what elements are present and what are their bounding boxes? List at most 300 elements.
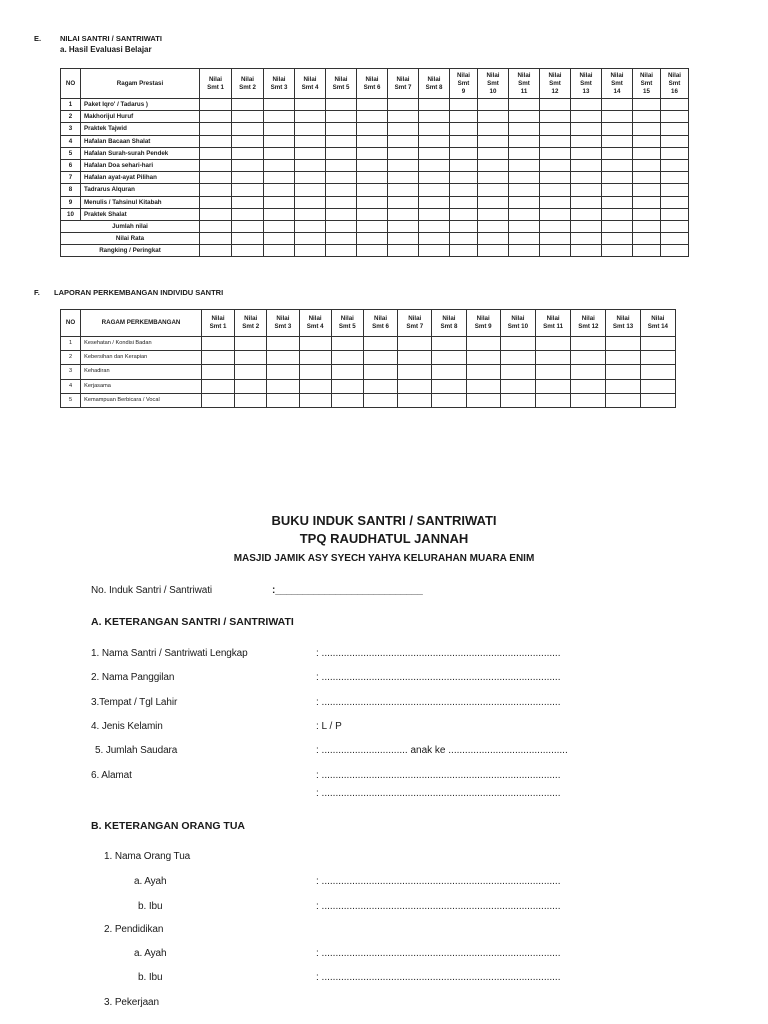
score-cell[interactable]: [450, 147, 478, 159]
score-cell[interactable]: [571, 379, 606, 393]
score-cell[interactable]: [331, 351, 363, 365]
field-value[interactable]: : ......................................................................................: [316, 697, 561, 708]
score-cell[interactable]: [264, 184, 295, 196]
score-cell[interactable]: [419, 245, 450, 257]
score-cell[interactable]: [264, 111, 295, 123]
nama-ayah-field[interactable]: : ......................................................................................: [316, 876, 561, 887]
score-cell[interactable]: [540, 196, 571, 208]
score-cell[interactable]: [200, 99, 232, 111]
score-cell[interactable]: [661, 147, 689, 159]
score-cell[interactable]: [466, 379, 500, 393]
score-cell[interactable]: [633, 220, 661, 232]
score-cell[interactable]: [602, 245, 633, 257]
score-cell[interactable]: [633, 184, 661, 196]
score-cell[interactable]: [295, 111, 326, 123]
score-cell[interactable]: [478, 184, 509, 196]
score-cell[interactable]: [398, 351, 432, 365]
score-cell[interactable]: [540, 172, 571, 184]
field-value[interactable]: : ......................................................................................: [316, 770, 561, 781]
score-cell[interactable]: [232, 184, 264, 196]
score-cell[interactable]: [450, 220, 478, 232]
score-cell[interactable]: [326, 99, 357, 111]
score-cell[interactable]: [363, 365, 397, 379]
score-cell[interactable]: [450, 123, 478, 135]
score-cell[interactable]: [200, 123, 232, 135]
score-cell[interactable]: [295, 99, 326, 111]
score-cell[interactable]: [640, 379, 675, 393]
score-cell[interactable]: [232, 111, 264, 123]
score-cell[interactable]: [536, 393, 571, 407]
score-cell[interactable]: [419, 208, 450, 220]
score-cell[interactable]: [478, 196, 509, 208]
score-cell[interactable]: [201, 365, 234, 379]
score-cell[interactable]: [478, 147, 509, 159]
score-cell[interactable]: [571, 393, 606, 407]
score-cell[interactable]: [661, 233, 689, 245]
score-cell[interactable]: [606, 351, 640, 365]
score-cell[interactable]: [536, 379, 571, 393]
score-cell[interactable]: [388, 147, 419, 159]
score-cell[interactable]: [232, 233, 264, 245]
col-semester-5: [326, 69, 357, 99]
score-cell[interactable]: [571, 233, 602, 245]
score-cell[interactable]: [264, 245, 295, 257]
score-cell[interactable]: [200, 220, 232, 232]
score-cell[interactable]: [478, 208, 509, 220]
score-cell[interactable]: [633, 111, 661, 123]
score-cell[interactable]: [640, 351, 675, 365]
score-cell[interactable]: [398, 393, 432, 407]
score-cell[interactable]: [232, 147, 264, 159]
score-cell[interactable]: [571, 111, 602, 123]
score-cell[interactable]: [388, 196, 419, 208]
score-cell[interactable]: [602, 123, 633, 135]
score-cell[interactable]: [419, 196, 450, 208]
score-cell[interactable]: [326, 159, 357, 171]
score-cell[interactable]: [571, 99, 602, 111]
score-cell[interactable]: [419, 135, 450, 147]
score-cell[interactable]: [509, 135, 540, 147]
score-cell[interactable]: [450, 196, 478, 208]
score-cell[interactable]: [571, 220, 602, 232]
score-cell[interactable]: [509, 208, 540, 220]
score-cell[interactable]: [540, 135, 571, 147]
score-cell[interactable]: [602, 135, 633, 147]
score-cell[interactable]: [295, 135, 326, 147]
alamat-line-2[interactable]: : ......................................................................................: [316, 788, 561, 799]
score-cell[interactable]: [264, 147, 295, 159]
pendidikan-ibu-field[interactable]: : ......................................................................................: [316, 972, 561, 983]
nama-ibu-field[interactable]: : ......................................................................................: [316, 901, 561, 912]
score-cell[interactable]: [264, 123, 295, 135]
score-cell[interactable]: [326, 245, 357, 257]
score-cell[interactable]: [264, 135, 295, 147]
score-cell[interactable]: [633, 135, 661, 147]
score-cell[interactable]: [326, 196, 357, 208]
score-cell[interactable]: [200, 111, 232, 123]
score-cell[interactable]: [432, 351, 466, 365]
col-semester-line: Smt 5: [332, 83, 350, 91]
score-cell[interactable]: [500, 337, 535, 351]
score-cell[interactable]: [602, 208, 633, 220]
score-cell[interactable]: [571, 196, 602, 208]
score-cell[interactable]: [450, 172, 478, 184]
score-cell[interactable]: [571, 208, 602, 220]
school-location: MASJID JAMIK ASY SYECH YAHYA KELURAHAN MUARA ENIM: [233, 553, 535, 564]
score-cell[interactable]: [571, 337, 606, 351]
score-cell[interactable]: [326, 135, 357, 147]
score-cell[interactable]: [606, 337, 640, 351]
score-cell[interactable]: [232, 220, 264, 232]
score-cell[interactable]: [388, 184, 419, 196]
score-cell[interactable]: [500, 365, 535, 379]
score-cell[interactable]: [363, 337, 397, 351]
score-cell[interactable]: [661, 135, 689, 147]
score-cell[interactable]: [388, 245, 419, 257]
score-cell[interactable]: [478, 135, 509, 147]
score-cell[interactable]: [571, 159, 602, 171]
score-cell[interactable]: [200, 184, 232, 196]
score-cell[interactable]: [450, 135, 478, 147]
score-cell[interactable]: [200, 208, 232, 220]
score-cell[interactable]: [633, 208, 661, 220]
score-cell[interactable]: [200, 159, 232, 171]
score-cell[interactable]: [264, 196, 295, 208]
score-cell[interactable]: [331, 393, 363, 407]
pendidikan-ayah-field[interactable]: : ......................................................................................: [316, 948, 561, 959]
score-cell[interactable]: [326, 123, 357, 135]
score-cell[interactable]: [267, 379, 299, 393]
score-cell[interactable]: [267, 337, 299, 351]
score-cell[interactable]: [264, 99, 295, 111]
score-cell[interactable]: [299, 379, 331, 393]
field-value[interactable]: : ......................................................................................: [316, 648, 561, 659]
score-cell[interactable]: [326, 111, 357, 123]
score-cell[interactable]: [201, 337, 234, 351]
score-cell[interactable]: [450, 233, 478, 245]
score-cell[interactable]: [466, 365, 500, 379]
score-cell[interactable]: [295, 147, 326, 159]
score-cell[interactable]: [388, 233, 419, 245]
score-cell[interactable]: [419, 184, 450, 196]
score-cell[interactable]: [540, 99, 571, 111]
score-cell[interactable]: [478, 172, 509, 184]
score-cell[interactable]: [398, 379, 432, 393]
score-cell[interactable]: [450, 99, 478, 111]
score-cell[interactable]: [388, 159, 419, 171]
score-cell[interactable]: [571, 245, 602, 257]
score-cell[interactable]: [450, 208, 478, 220]
score-cell[interactable]: [633, 159, 661, 171]
score-cell[interactable]: [267, 365, 299, 379]
score-cell[interactable]: [500, 351, 535, 365]
score-cell[interactable]: [450, 184, 478, 196]
score-cell[interactable]: [357, 196, 388, 208]
score-cell[interactable]: [326, 184, 357, 196]
score-cell[interactable]: [357, 220, 388, 232]
score-cell[interactable]: [540, 147, 571, 159]
score-cell[interactable]: [419, 172, 450, 184]
score-cell[interactable]: [633, 147, 661, 159]
score-cell[interactable]: [509, 99, 540, 111]
score-cell[interactable]: [466, 393, 500, 407]
score-cell[interactable]: [200, 196, 232, 208]
score-cell[interactable]: [388, 208, 419, 220]
score-cell[interactable]: [388, 123, 419, 135]
score-cell[interactable]: [478, 159, 509, 171]
score-cell[interactable]: [200, 245, 232, 257]
score-cell[interactable]: [432, 393, 466, 407]
score-cell[interactable]: [295, 196, 326, 208]
score-cell[interactable]: [357, 233, 388, 245]
score-cell[interactable]: [432, 365, 466, 379]
score-cell[interactable]: [201, 393, 234, 407]
score-cell[interactable]: [661, 123, 689, 135]
score-cell[interactable]: [235, 365, 267, 379]
score-cell[interactable]: [357, 172, 388, 184]
score-cell[interactable]: [388, 99, 419, 111]
score-cell[interactable]: [264, 159, 295, 171]
score-cell[interactable]: [500, 393, 535, 407]
score-cell[interactable]: [295, 184, 326, 196]
score-cell[interactable]: [536, 337, 571, 351]
score-cell[interactable]: [235, 351, 267, 365]
score-cell[interactable]: [295, 220, 326, 232]
score-cell[interactable]: [326, 172, 357, 184]
score-cell[interactable]: [363, 393, 397, 407]
score-cell[interactable]: [235, 337, 267, 351]
score-cell[interactable]: [478, 245, 509, 257]
score-cell[interactable]: [633, 172, 661, 184]
score-cell[interactable]: [232, 123, 264, 135]
score-cell[interactable]: [326, 208, 357, 220]
score-cell[interactable]: [299, 351, 331, 365]
score-cell[interactable]: [398, 337, 432, 351]
score-cell[interactable]: [571, 351, 606, 365]
score-cell[interactable]: [432, 379, 466, 393]
score-cell[interactable]: [232, 196, 264, 208]
score-cell[interactable]: [200, 147, 232, 159]
score-cell[interactable]: [232, 245, 264, 257]
score-cell[interactable]: [357, 184, 388, 196]
score-cell[interactable]: [571, 172, 602, 184]
score-cell[interactable]: [466, 351, 500, 365]
score-cell[interactable]: [640, 365, 675, 379]
score-cell[interactable]: [509, 233, 540, 245]
score-cell[interactable]: [232, 135, 264, 147]
score-cell[interactable]: [264, 233, 295, 245]
score-cell[interactable]: [602, 111, 633, 123]
score-cell[interactable]: [388, 135, 419, 147]
score-cell[interactable]: [450, 245, 478, 257]
score-cell[interactable]: [295, 172, 326, 184]
score-cell[interactable]: [331, 379, 363, 393]
score-cell[interactable]: [540, 123, 571, 135]
col-semester-line: Nilai: [408, 315, 422, 322]
score-cell[interactable]: [478, 111, 509, 123]
score-cell[interactable]: [633, 233, 661, 245]
score-cell[interactable]: [299, 393, 331, 407]
score-cell[interactable]: [571, 123, 602, 135]
score-cell[interactable]: [295, 123, 326, 135]
score-cell[interactable]: [419, 147, 450, 159]
score-cell[interactable]: [661, 245, 689, 257]
score-cell[interactable]: [450, 111, 478, 123]
table-row: [61, 123, 689, 135]
score-cell[interactable]: [295, 208, 326, 220]
score-cell[interactable]: [326, 220, 357, 232]
score-cell[interactable]: [661, 99, 689, 111]
score-cell[interactable]: [606, 393, 640, 407]
score-cell[interactable]: [478, 220, 509, 232]
score-cell[interactable]: [200, 172, 232, 184]
score-cell[interactable]: [571, 147, 602, 159]
score-cell[interactable]: [264, 208, 295, 220]
score-cell[interactable]: [235, 393, 267, 407]
score-cell[interactable]: [661, 159, 689, 171]
score-cell[interactable]: [295, 233, 326, 245]
score-cell[interactable]: [235, 379, 267, 393]
score-cell[interactable]: [478, 99, 509, 111]
score-cell[interactable]: [363, 379, 397, 393]
score-cell[interactable]: [540, 111, 571, 123]
score-cell[interactable]: [633, 245, 661, 257]
score-cell[interactable]: [419, 233, 450, 245]
score-cell[interactable]: [357, 111, 388, 123]
score-cell[interactable]: [633, 123, 661, 135]
score-cell[interactable]: [201, 379, 234, 393]
score-cell[interactable]: [478, 123, 509, 135]
score-cell[interactable]: [419, 123, 450, 135]
score-cell[interactable]: [232, 159, 264, 171]
score-cell[interactable]: [602, 233, 633, 245]
score-cell[interactable]: [326, 233, 357, 245]
score-cell[interactable]: [357, 147, 388, 159]
field-value[interactable]: : ............................... anak ke ...........................................: [316, 745, 568, 756]
score-cell[interactable]: [295, 245, 326, 257]
score-cell[interactable]: [331, 337, 363, 351]
score-cell[interactable]: [661, 184, 689, 196]
score-cell[interactable]: [232, 172, 264, 184]
score-cell[interactable]: [419, 111, 450, 123]
score-cell[interactable]: [357, 135, 388, 147]
score-cell[interactable]: [509, 184, 540, 196]
score-cell[interactable]: [388, 111, 419, 123]
score-cell[interactable]: [661, 208, 689, 220]
score-cell[interactable]: [419, 220, 450, 232]
score-cell[interactable]: [540, 220, 571, 232]
score-cell[interactable]: [264, 220, 295, 232]
score-cell[interactable]: [640, 337, 675, 351]
score-cell[interactable]: [232, 208, 264, 220]
score-cell[interactable]: [661, 220, 689, 232]
score-cell[interactable]: [398, 365, 432, 379]
col-semester-13: [571, 69, 602, 99]
col-semester-line: Nilai: [303, 75, 317, 83]
row-label: Tadrarus Alquran: [81, 184, 200, 196]
score-cell[interactable]: [602, 159, 633, 171]
score-cell[interactable]: [633, 99, 661, 111]
score-cell[interactable]: [540, 208, 571, 220]
score-cell[interactable]: [478, 233, 509, 245]
score-cell[interactable]: [357, 159, 388, 171]
score-cell[interactable]: [509, 220, 540, 232]
score-cell[interactable]: [200, 135, 232, 147]
score-cell[interactable]: [432, 337, 466, 351]
score-cell[interactable]: [363, 351, 397, 365]
score-cell[interactable]: [357, 245, 388, 257]
score-cell[interactable]: [509, 123, 540, 135]
score-cell[interactable]: [571, 184, 602, 196]
score-cell[interactable]: [602, 99, 633, 111]
score-cell[interactable]: [267, 393, 299, 407]
score-cell[interactable]: [540, 159, 571, 171]
score-cell[interactable]: [606, 365, 640, 379]
score-cell[interactable]: [388, 220, 419, 232]
score-cell[interactable]: [509, 111, 540, 123]
score-cell[interactable]: [571, 135, 602, 147]
score-cell[interactable]: [540, 233, 571, 245]
score-cell[interactable]: [419, 99, 450, 111]
score-cell[interactable]: [602, 172, 633, 184]
score-cell[interactable]: [509, 159, 540, 171]
score-cell[interactable]: [606, 379, 640, 393]
score-cell[interactable]: [331, 365, 363, 379]
score-cell[interactable]: [602, 220, 633, 232]
field-label: 6. Alamat: [91, 770, 132, 781]
score-cell[interactable]: [357, 123, 388, 135]
score-cell[interactable]: [299, 365, 331, 379]
no-induk-field[interactable]: :___________________________: [272, 585, 423, 596]
score-cell[interactable]: [200, 233, 232, 245]
score-cell[interactable]: [540, 245, 571, 257]
score-cell[interactable]: [536, 365, 571, 379]
field-value[interactable]: : ......................................................................................: [316, 672, 561, 683]
score-cell[interactable]: [661, 172, 689, 184]
score-cell[interactable]: [540, 184, 571, 196]
score-cell[interactable]: [466, 337, 500, 351]
score-cell[interactable]: [509, 172, 540, 184]
score-cell[interactable]: [661, 111, 689, 123]
score-cell[interactable]: [509, 245, 540, 257]
score-cell[interactable]: [388, 172, 419, 184]
score-cell[interactable]: [640, 393, 675, 407]
score-cell[interactable]: [661, 196, 689, 208]
score-cell[interactable]: [267, 351, 299, 365]
score-cell[interactable]: [357, 208, 388, 220]
score-cell[interactable]: [326, 147, 357, 159]
score-cell[interactable]: [571, 365, 606, 379]
score-cell[interactable]: [602, 184, 633, 196]
score-cell[interactable]: [509, 147, 540, 159]
score-cell[interactable]: [500, 379, 535, 393]
score-cell[interactable]: [357, 99, 388, 111]
score-cell[interactable]: [419, 159, 450, 171]
score-cell[interactable]: [201, 351, 234, 365]
col-semester-line: Smt: [640, 79, 653, 87]
score-cell[interactable]: [509, 196, 540, 208]
score-cell[interactable]: [536, 351, 571, 365]
score-cell[interactable]: [264, 172, 295, 184]
score-cell[interactable]: [299, 337, 331, 351]
score-cell[interactable]: [450, 159, 478, 171]
score-cell[interactable]: [633, 196, 661, 208]
score-cell[interactable]: [602, 196, 633, 208]
score-cell[interactable]: [295, 159, 326, 171]
score-cell[interactable]: [232, 99, 264, 111]
field-value[interactable]: : L / P: [316, 721, 342, 732]
score-cell[interactable]: [602, 147, 633, 159]
